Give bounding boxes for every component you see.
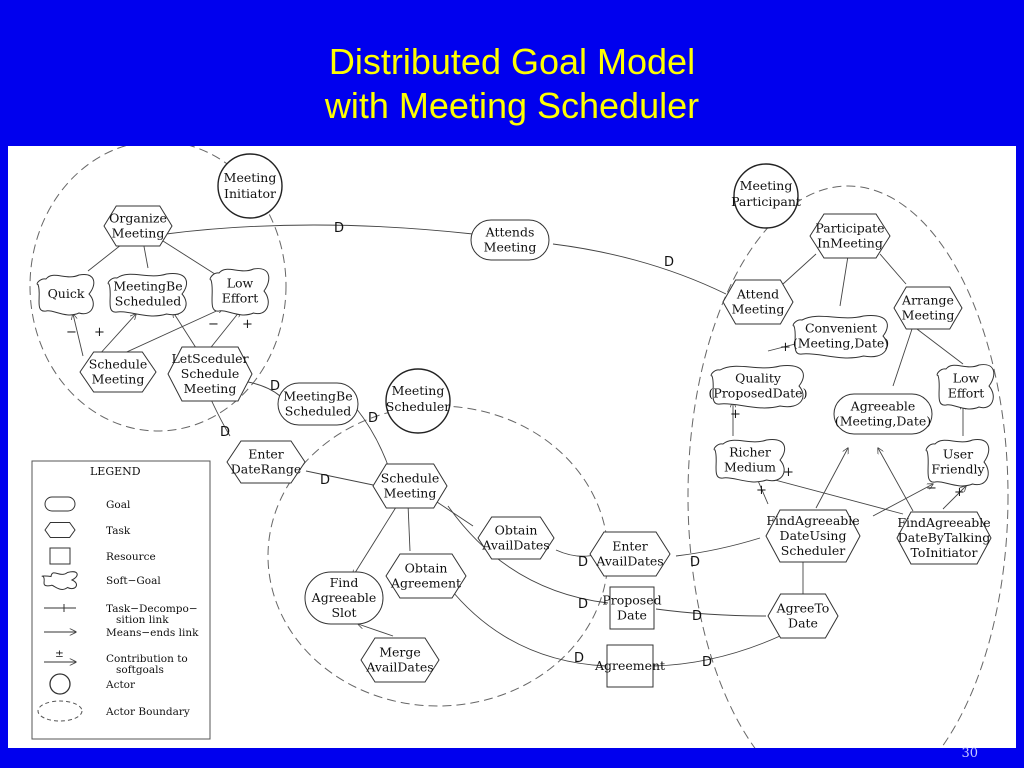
legend-label: Task	[106, 525, 131, 537]
node-schedule-meeting-initiator	[80, 352, 156, 392]
dependency-link	[166, 225, 473, 234]
node-enter-availdates	[590, 532, 670, 576]
means-ends-link	[878, 448, 913, 511]
node-label: Participate InMeeting	[815, 220, 885, 251]
legend-title: LEGEND	[90, 465, 141, 478]
node-organize-meeting	[104, 206, 172, 246]
node-label: Convenient (Meeting,Date)	[792, 320, 890, 351]
contribution-link	[873, 484, 933, 516]
node-label: Schedule Meeting	[88, 356, 148, 387]
legend-symbol	[50, 548, 70, 564]
dependency-link	[656, 609, 766, 616]
svg-text:MeetingParticipant: Meeting Participant	[731, 178, 801, 209]
node-label: Enter DateRange	[230, 446, 302, 477]
contribution-sign: −	[208, 317, 219, 332]
contribution-sign: +	[783, 465, 794, 480]
dependency-marker: D	[574, 651, 585, 666]
contribution-sign: +	[730, 407, 741, 422]
node-label: Enter AvailDates	[596, 538, 664, 569]
dependency-marker: D	[578, 597, 589, 612]
svg-text:±: ±	[55, 648, 64, 660]
dependency-marker: D	[692, 609, 703, 624]
node-agreement	[594, 645, 665, 687]
node-low-effort-participant	[937, 365, 994, 409]
contribution-sign: −	[926, 481, 937, 496]
node-label: Organize Meeting	[109, 210, 167, 241]
legend-symbol	[45, 497, 75, 511]
legend-label: Goal	[106, 499, 131, 511]
node-attends-meeting-dep	[471, 220, 549, 260]
means-ends-link	[173, 312, 198, 351]
dependency-marker: D	[578, 555, 589, 570]
node-richer-medium	[714, 440, 785, 482]
dependency-link	[553, 244, 726, 294]
node-mbs-dep	[278, 383, 358, 425]
node-label: Low Effort	[947, 370, 985, 401]
task-decomposition-link	[880, 254, 906, 284]
dependency-marker: D	[270, 379, 281, 394]
dependency-marker: D	[664, 255, 675, 270]
legend-label: Contribution to softgoals	[106, 653, 188, 676]
node-obtain-agreement	[386, 554, 466, 598]
diagram-canvas	[8, 146, 1016, 748]
node-label: Low Effort	[221, 275, 259, 306]
legend-symbol	[45, 523, 75, 538]
node-label: MeetingBe Scheduled	[113, 278, 183, 309]
title-line-2: with Meeting Scheduler	[324, 85, 700, 126]
contribution-link	[760, 476, 903, 514]
node-user-friendly	[926, 440, 989, 486]
node-label: Quality (ProposedDate)	[708, 370, 808, 401]
node-label: Agreeable (Meeting,Date)	[834, 398, 932, 429]
node-label: FindAgreeable DateByTalking ToInitiator	[897, 515, 991, 560]
dependency-link	[306, 471, 378, 486]
legend-symbol	[50, 674, 70, 694]
contribution-sign: −	[66, 325, 77, 340]
node-label: Attend Meeting	[731, 286, 785, 317]
node-quick	[37, 275, 94, 315]
contribution-sign: +	[242, 317, 253, 332]
dependency-marker: D	[220, 425, 231, 440]
node-label: User Friendly	[931, 446, 985, 477]
dependency-marker: D	[334, 221, 345, 236]
node-obtain-availdates	[478, 517, 554, 559]
title-line-1: Distributed Goal Model	[328, 41, 696, 82]
node-label: FindAgreeable DateUsing Scheduler	[766, 513, 860, 558]
node-let-scheduler	[168, 347, 252, 401]
legend-label: Means−ends link	[106, 627, 199, 639]
contribution-sign: +	[780, 340, 791, 355]
node-label: MeetingBe Scheduled	[283, 388, 353, 419]
node-label: Merge AvailDates	[366, 644, 434, 675]
node-label: Proposed Date	[602, 592, 662, 623]
node-schedule-meeting-scheduler	[373, 464, 447, 508]
means-ends-link	[358, 624, 393, 636]
dependency-marker: D	[368, 411, 379, 426]
node-merge-availdates	[361, 638, 439, 682]
task-decomposition-link	[840, 256, 848, 306]
node-label: Arrange Meeting	[901, 292, 955, 323]
legend	[32, 461, 210, 739]
actor-meeting-scheduler	[386, 369, 450, 433]
task-decomposition-link	[913, 326, 963, 364]
node-low-effort-initiator	[210, 269, 269, 315]
task-decomposition-link	[408, 504, 410, 551]
node-find-using-scheduler	[766, 510, 860, 562]
node-label: Schedule Meeting	[380, 470, 440, 501]
node-label: Attends Meeting	[483, 224, 537, 255]
node-label: Obtain AvailDates	[482, 522, 550, 553]
means-ends-link	[816, 448, 848, 508]
dependency-link	[676, 538, 760, 556]
node-find-by-talking	[897, 512, 991, 564]
node-label: AgreeTo Date	[776, 600, 830, 631]
node-mbs-initiator	[108, 274, 186, 316]
node-label: Obtain Agreement	[390, 560, 462, 591]
node-label: LetSceduler Schedule Meeting	[171, 351, 249, 396]
node-label: Find Agreeable Slot	[311, 575, 377, 620]
goal-model-diagram	[8, 146, 1016, 748]
page-number: 30	[961, 746, 978, 761]
legend-label: Actor	[106, 679, 136, 691]
node-convenient	[793, 316, 889, 358]
node-enter-daterange	[227, 441, 305, 483]
svg-text:MeetingInitiator: Meeting Initiator	[223, 170, 277, 201]
slide-title	[0, 40, 1024, 128]
legend-label: Resource	[106, 551, 156, 563]
node-label: Quick	[47, 286, 85, 301]
node-agree-to-date	[768, 594, 838, 638]
legend-label: Actor Boundary	[106, 706, 190, 718]
contribution-sign: +	[756, 483, 767, 498]
actor-meeting-initiator	[218, 154, 282, 218]
task-decomposition-link	[783, 254, 816, 284]
contribution-sign: +	[94, 325, 105, 340]
node-participate-in-meeting	[810, 214, 890, 258]
node-quality	[709, 366, 808, 408]
node-label: Agreement	[594, 658, 666, 673]
legend-label: Soft−Goal	[106, 575, 161, 587]
node-agreeable	[834, 394, 932, 434]
dependency-marker: D	[702, 655, 713, 670]
dependency-link	[654, 636, 780, 666]
dependency-marker: D	[690, 555, 701, 570]
dependency-marker: D	[320, 473, 331, 488]
task-decomposition-link	[163, 241, 218, 276]
node-attend-meeting	[723, 280, 793, 324]
means-ends-link	[353, 504, 398, 576]
node-find-agreeable-slot	[305, 572, 383, 624]
task-decomposition-link	[893, 326, 913, 386]
node-arrange-meeting	[894, 287, 962, 329]
contribution-sign: +	[954, 485, 965, 500]
node-proposed-date	[602, 587, 661, 629]
svg-text:MeetingScheduler: Meeting Scheduler	[385, 383, 451, 414]
actor-meeting-participant	[731, 164, 801, 228]
node-label: Richer Medium	[723, 444, 777, 475]
legend-label: Task−Decompo− sition link	[106, 603, 198, 626]
